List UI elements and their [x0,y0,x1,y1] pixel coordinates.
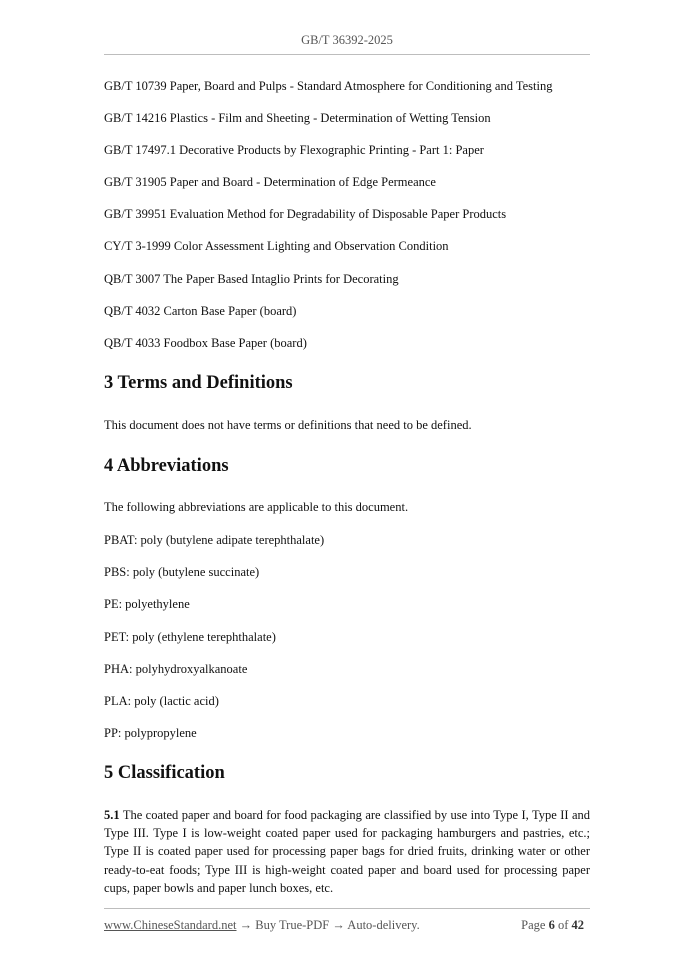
reference-item: QB/T 4033 Foodbox Base Paper (board) [104,335,307,350]
clause-text: The coated paper and board for food packaging are classified by use into Type I, Type II and Type III. Type I is low-weight coated paper used for packaging hamburgers and pastries, etc.; Type II is coated paper used for processing paper bags for dried fruits, drinking water or other ready-to-eat foods; Type III is high-weight coated paper and board used for processing paper cups, paper bowls and paper lunch boxes, etc. [104,808,591,895]
section-3-heading: 3 Terms and Definitions [104,373,293,393]
page-header: GB/T 36392-2025 [301,33,393,47]
header-divider [104,54,590,55]
abbreviations-list [104,532,324,757]
abbreviation-item: PHA: polyhydroxyalkanoate [104,661,248,676]
abbreviation-item: PBS: poly (butylene succinate) [104,565,260,580]
footer-promo [104,918,420,933]
footer-trail: → Buy True-PDF → Auto-delivery. [239,918,420,932]
reference-item: QB/T 4032 Carton Base Paper (board) [104,303,297,318]
reference-item: GB/T 10739 Paper, Board and Pulps - Standard Atmosphere for Conditioning and Testing [104,79,553,93]
site-link[interactable]: www.ChineseStandard.net [104,918,237,932]
reference-item: GB/T 17497.1 Decorative Products by Flexographic Printing - Part 1: Paper [104,143,484,158]
normative-references-list [104,78,590,367]
reference-item: GB/T 14216 Plastics - Film and Sheeting - Determination of Wetting Tension [104,111,491,126]
section-4-heading: 4 Abbreviations [104,456,229,476]
reference-item: QB/T 3007 The Paper Based Intaglio Prints for Decorating [104,271,399,286]
page-total: 42 [571,918,584,932]
reference-item: CY/T 3-1999 Color Assessment Lighting and Observation Condition [104,239,449,254]
clause-5-1 [104,806,590,897]
page-number [521,918,584,933]
reference-item: GB/T 39951 Evaluation Method for Degradability of Disposable Paper Products [104,207,507,222]
page-label: Page [521,918,546,932]
page-current: 6 [548,918,555,932]
abbreviation-item: PET: poly (ethylene terephthalate) [104,629,276,644]
section-3-text: This document does not have terms or definitions that need to be defined. [104,418,472,432]
abbreviation-item: PBAT: poly (butylene adipate terephthalate) [104,533,325,547]
page-of: of [557,918,569,932]
abbreviation-item: PLA: poly (lactic acid) [104,693,219,708]
clause-number: 5.1 [104,808,120,822]
abbreviations-intro: The following abbreviations are applicable to this document. [104,500,409,514]
abbreviation-item: PP: polypropylene [104,726,197,741]
reference-item: GB/T 31905 Paper and Board - Determination of Edge Permeance [104,175,436,190]
footer-divider [104,908,590,909]
abbreviation-item: PE: polyethylene [104,597,190,612]
section-5-heading: 5 Classification [104,763,225,783]
